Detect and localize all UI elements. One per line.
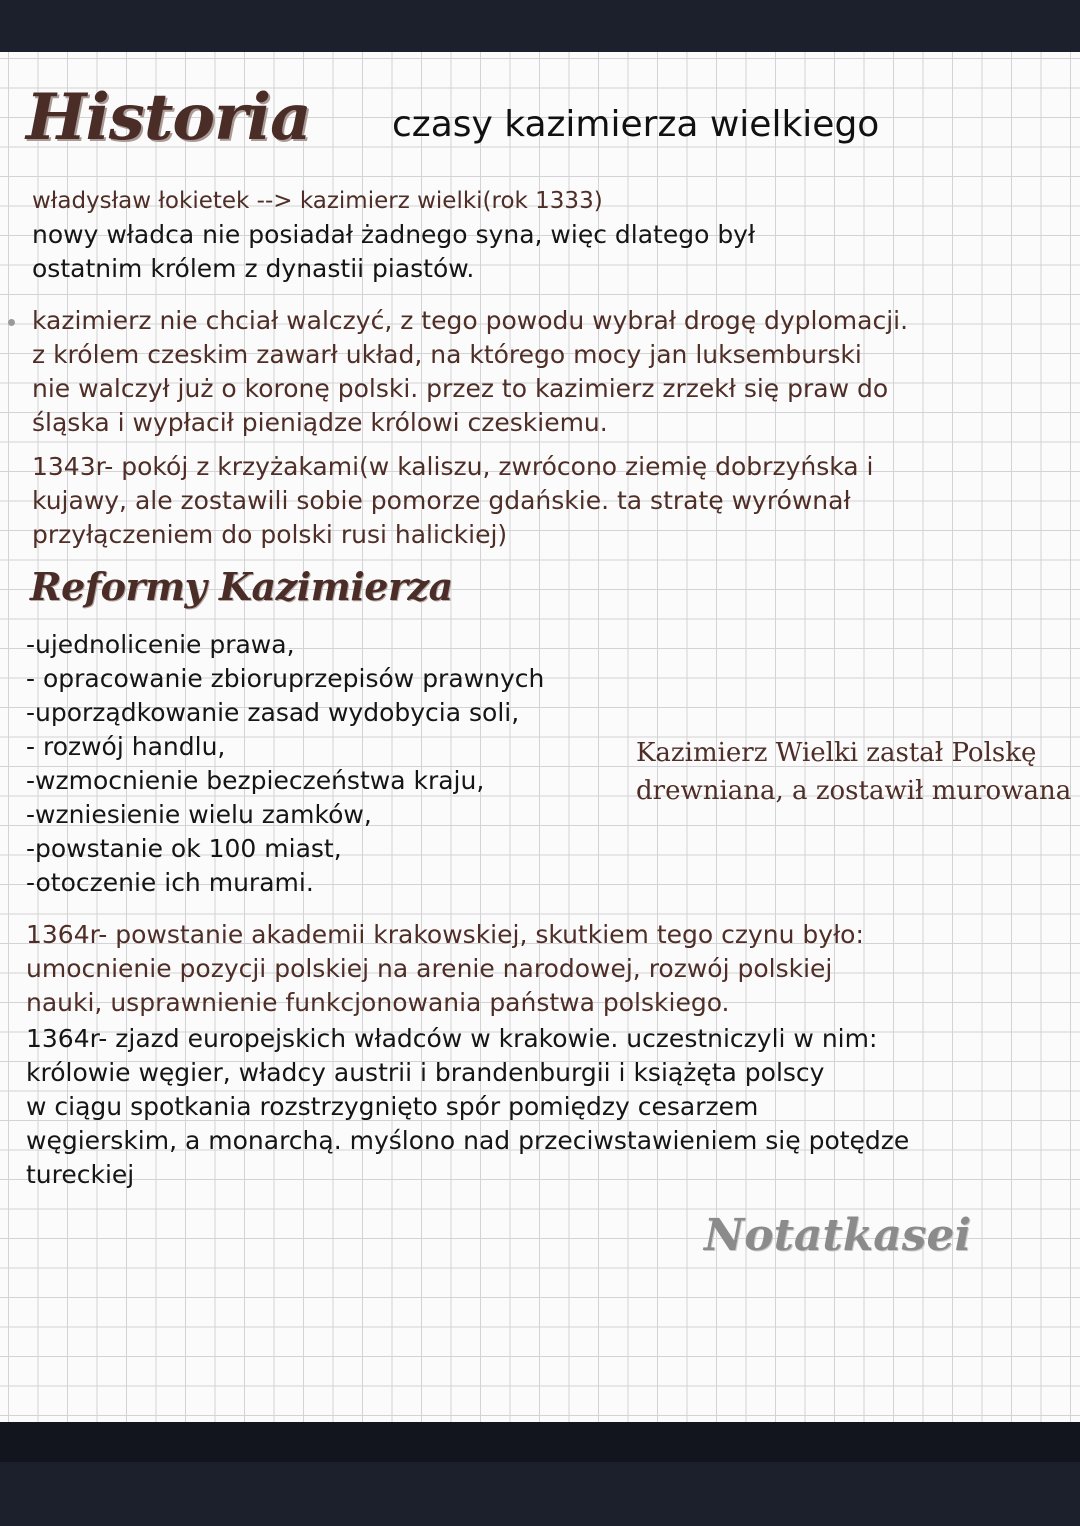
diplomacy-line: śląska i wypłacił pieniądze królowi czeskiemu. [32, 408, 608, 437]
reform-item: -powstanie ok 100 miast, [26, 834, 342, 863]
treaty-line: kujawy, ale zostawili sobie pomorze gdańskie. ta stratę wyrównał [32, 486, 851, 515]
bullet-dot-icon [8, 319, 15, 326]
bottom-frame-bar [0, 1422, 1080, 1526]
quote-line: drewniana, a zostawił murowana [636, 776, 1072, 806]
reform-item: -ujednolicenie prawa, [26, 630, 295, 659]
treaty-line: 1343r- pokój z krzyżakami(w kaliszu, zwrócono ziemię dobrzyńska i [32, 452, 874, 481]
author-signature: Notatkasei [704, 1210, 972, 1261]
quote-note [636, 734, 1071, 810]
top-frame-bar [0, 0, 1080, 52]
grid-paper-sheet [0, 52, 1080, 1422]
academy-line: nauki, usprawnienie funkcjonowania państwa polskiego. [26, 988, 730, 1017]
reform-item: -wzmocnienie bezpieczeństwa kraju, [26, 766, 485, 795]
congress-paragraph [26, 1022, 909, 1192]
quote-line: Kazimierz Wielki zastał Polskę [636, 738, 1037, 768]
academy-paragraph [26, 918, 864, 1020]
diplomacy-line: kazimierz nie chciał walczyć, z tego powodu wybrał drogę dyplomacji. [32, 306, 909, 335]
treaty-paragraph [32, 450, 873, 552]
reforms-heading: Reformy Kazimierza [30, 564, 453, 609]
treaty-line: przyłączeniem do polski rusi halickiej) [32, 520, 508, 549]
congress-line: węgierskim, a monarchą. myślono nad przeciwstawieniem się potędze [26, 1126, 910, 1155]
congress-line: tureckiej [26, 1160, 135, 1189]
page-title: Historia [26, 80, 311, 155]
congress-line: w ciągu spotkania rozstrzygnięto spór pomiędzy cesarzem [26, 1092, 759, 1121]
reform-item: -wzniesienie wielu zamków, [26, 800, 372, 829]
intro-line: nowy władca nie posiadał żadnego syna, więc dlatego był [32, 220, 756, 249]
intro-line: władysław łokietek --> kazimierz wielki(rok 1333) [32, 188, 603, 214]
academy-line: 1364r- powstanie akademii krakowskiej, skutkiem tego czynu było: [26, 920, 864, 949]
diplomacy-line: z królem czeskim zawarł układ, na którego mocy jan luksemburski [32, 340, 862, 369]
academy-line: umocnienie pozycji polskiej na arenie narodowej, rozwój polskiej [26, 954, 833, 983]
intro-paragraph [32, 184, 755, 286]
congress-line: królowie węgier, władcy austrii i brandenburgii i książęta polscy [26, 1058, 825, 1087]
reforms-list [26, 628, 544, 900]
bottom-frame-stripe [0, 1422, 1080, 1462]
intro-line: ostatnim królem z dynastii piastów. [32, 254, 475, 283]
reform-item: -uporządkowanie zasad wydobycia soli, [26, 698, 520, 727]
page-subtitle: czasy kazimierza wielkiego [392, 104, 880, 145]
congress-line: 1364r- zjazd europejskich władców w krakowie. uczestniczyli w nim: [26, 1024, 878, 1053]
reform-item: - rozwój handlu, [26, 732, 226, 761]
reform-item: -otoczenie ich murami. [26, 868, 314, 897]
reform-item: - opracowanie zbioruprzepisów prawnych [26, 664, 545, 693]
diplomacy-line: nie walczył już o koronę polski. przez to kazimierz zrzekł się praw do [32, 374, 889, 403]
diplomacy-paragraph [32, 304, 908, 440]
